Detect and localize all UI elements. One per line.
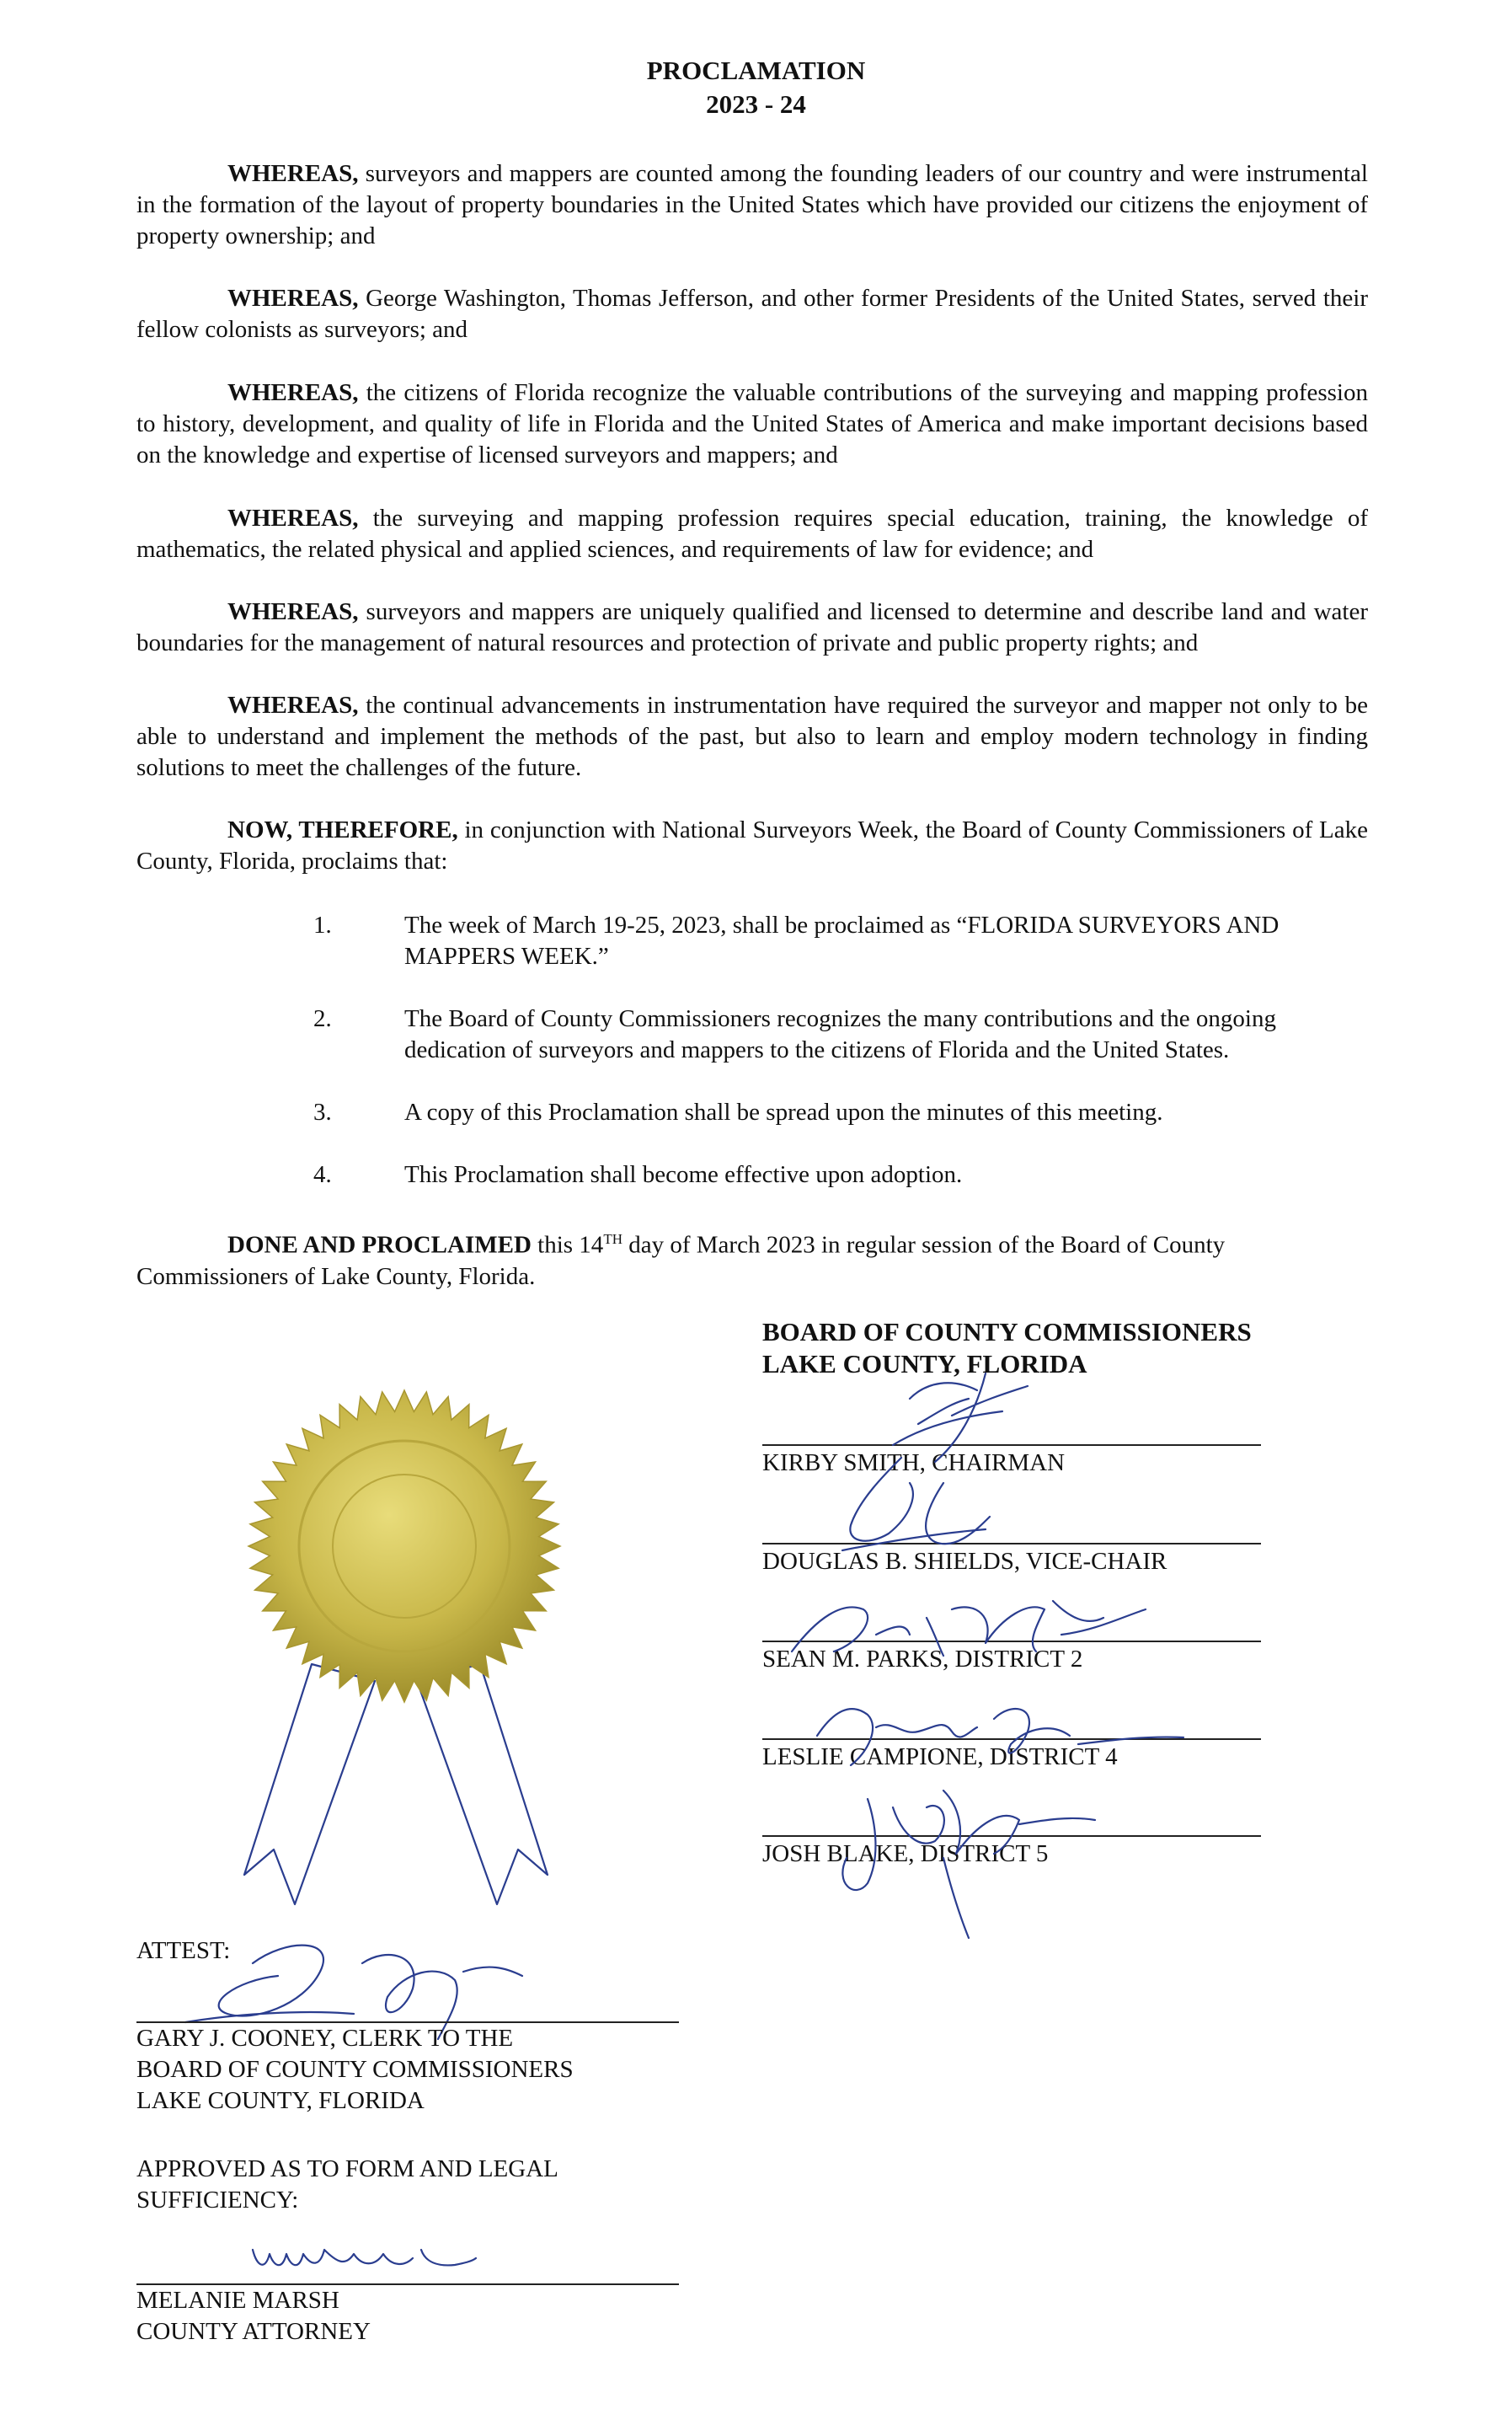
clerk-block: GARY J. COONEY, CLERK TO THE BOARD OF COUNTY COMMISSIONERS LAKE COUNTY, FLORIDA [136,2025,574,2114]
attorney-block: MELANIE MARSH COUNTY ATTORNEY [136,2287,371,2345]
whereas-paragraph-4: WHEREAS, the surveying and mapping profession requires special education, training, the knowledge of mathematics, the related physical and applied sciences, and requirements of law for evidence; and [136,505,1368,563]
signature-josh-blake [817,1774,1120,1942]
signature-melanie-marsh [244,2233,480,2283]
proclamation-page: PROCLAMATION 2023 - 24 WHEREAS, surveyors and mappers are counted among the founding leaders of our country and were instrumental in the formation of the layout of property boundaries in the United States which have provided our citizens the enjoyment of property ownership; and WHEREAS, George Washington, Thomas Jefferson, and other former Presidents of the United States, served their fellow colonists as surveyors; and WHEREAS, the citizens of Florida recognize the valuable contributions of the surveying and mapping profession to history, development, and quality of life in Florida and the United States of America and make important decisions based on the knowledge and expertise of licensed surveyors and mappers; and WHEREAS, the surveying and mapping profession requires special education, training, the knowledge of mathematics, the related physical and applied sciences, and requirements of law for evidence; and WHEREAS, surveyors and mappers are uniquely qualified and licensed to determine and describe land and water boundaries for the management of natural resources and protection of private and public property rights; and WHEREAS, the continual advancements in instrumentation have required the surveyor and mapper not only to be able to understand and implement the methods of the past, but also to learn and employ modern technology in finding solutions to meet the challenges of the future. NOW, THEREFORE, in conjunction with National Surveyors Week, the Board of County Commissioners of Lake County, Florida, proclaims that: 1. The week of March 19-25, 2023, shall be proclaimed as “FLORIDA SURVEYORS AND MAPPERS WEEK.” 2. The Board of County Commissioners recognizes the many contributions and the ongoing dedication of surveyors and mappers to the citizens of Florida and the United States. 3. A copy of this Proclamation shall be spread upon the minutes of this meeting. 4. This Proclamation shall become effective upon adoption. DONE AND PROCLAIMED this 14TH day of March 2023 in regular session of the Board of County Commissioners of Lake County, Florida. BOARD OF COUNTY COMMISSIONERS LAKE COUNTY, FLORIDA KIRBY SMITH, CHAIRMAN DOUGLAS B. SHIELDS, VICE-CHAIR SEAN M. PARKS, DISTRICT 2 LESLIE CAMPIONE, DISTRICT 4 JOSH BLAKE, DISTRICT 5 ATTEST: GARY J. COONEY, CLERK TO THE BOARD OF COUNTY COMMISSIONERS LAKE COUNTY, FLORIDA APPROVED AS TO FORM AND LEGAL SUFFICIENCY: MELANIE MARSH COUNTY ATTORNEY [0,0,1512,2425]
signer-chairman: KIRBY SMITH, CHAIRMAN [762,1449,1066,1476]
signature-douglas-shields [809,1449,1002,1567]
whereas-paragraph-5: WHEREAS, surveyors and mappers are uniquely qualified and licensed to determine and describe land and water boundaries for the management of natural resources and protection of private and public property rights; and [136,598,1368,656]
signer-vice-chair: DOUGLAS B. SHIELDS, VICE-CHAIR [762,1548,1167,1575]
signature-sean-parks [783,1584,1154,1668]
proclamation-title: PROCLAMATION [646,56,866,85]
proclamation-number: 2023 - 24 [706,89,806,119]
signer-district-2: SEAN M. PARKS, DISTRICT 2 [762,1646,1083,1673]
whereas-paragraph-2: WHEREAS, George Washington, Thomas Jefferson, and other former Presidents of the United States, served their fellow colonists as surveyors; and [136,285,1368,343]
signer-district-4: LESLIE CAMPIONE, DISTRICT 4 [762,1743,1118,1770]
attest-label: ATTEST: [136,1937,231,1964]
gold-seal [227,1344,581,1951]
seal-disc [248,1390,560,1702]
whereas-paragraph-6: WHEREAS, the continual advancements in instrumentation have required the surveyor and mapper not only to be able to understand and implement the methods of the past, but also to learn and employ modern technology in finding solutions to meet the challenges of the future. [136,692,1368,781]
now-therefore-paragraph: NOW, THEREFORE, in conjunction with National Surveyors Week, the Board of County Commissioners of Lake County, Florida, proclaims that: [136,816,1368,875]
approved-block: APPROVED AS TO FORM AND LEGAL SUFFICIENCY: [136,2155,558,2214]
ribbon [244,1664,548,1904]
signature-leslie-campione [800,1685,1196,1778]
whereas-paragraph-3: WHEREAS, the citizens of Florida recognize the valuable contributions of the surveying and mapping profession to history, development, and quality of life in Florida and the United States of America and make important decisions based on the knowledge and expertise of licensed surveyors and mappers; and [136,379,1368,468]
board-heading: BOARD OF COUNTY COMMISSIONERS LAKE COUNTY, FLORIDA [762,1317,1252,1378]
whereas-paragraph-1: WHEREAS, surveyors and mappers are counted among the founding leaders of our country and were instrumental in the formation of the layout of property boundaries in the United States which have provided our citizens the enjoyment of property ownership; and [136,160,1368,249]
signer-district-5: JOSH BLAKE, DISTRICT 5 [762,1840,1049,1867]
done-and-proclaimed-paragraph: DONE AND PROCLAIMED this 14TH day of March 2023 in regular session of the Board of County Commissioners of Lake County, Florida. [136,1231,1226,1290]
